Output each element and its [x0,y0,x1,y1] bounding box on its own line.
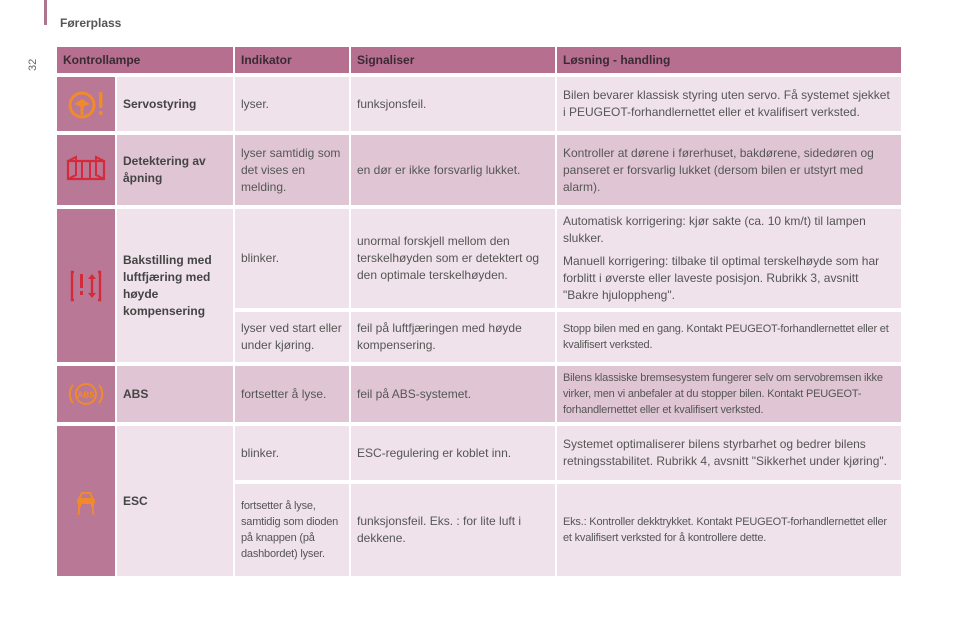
page-number-container [26,52,40,74]
warning-lamp-table [57,47,903,576]
solution-text: Bilen bevarer klassisk styring uten servo. Få systemet sjekket i PEUGEOT-forhandlernettet eller et kvalifisert verksted. [557,73,903,131]
esc-skid-icon [63,485,109,517]
indicator-text: lyser samtidig som det vises en melding. [235,131,351,205]
table-row [57,131,903,205]
indicator-text: fortsetter å lyse, samtidig som dioden på knappen (på dashbordet) lyser. [235,480,351,576]
table-row [57,362,903,422]
indicator-text: lyser ved start eller under kjøring. [235,308,351,362]
page-number: 32 [27,58,39,71]
abs-icon-text: ABS [77,390,95,400]
indicator-text: blinker. [235,422,351,480]
indicator-text: fortsetter å lyse. [235,362,351,422]
lamp-name: Servostyring [117,73,235,131]
icon-cell [57,73,117,131]
column-header-indicator: Indikator [235,47,351,73]
solution-text [557,205,903,308]
abs-icon [63,379,109,409]
table-row [57,422,903,480]
table-row [57,205,903,308]
signal-text: ESC-regulering er koblet inn. [351,422,557,480]
column-header-signal: Signaliser [351,47,557,73]
solution-text: Kontroller at dørene i førerhuset, bakdørene, sidedøren og panseret er forsvarlig lukket (dersom bilen er utstyrt med alarm). [557,131,903,205]
lamp-name: ESC [117,422,235,576]
signal-text: funksjonsfeil. [351,73,557,131]
solution-text: Eks.: Kontroller dekktrykket. Kontakt PEUGEOT-forhandlernettet eller et kvalifisert verksted for å kontrollere dette. [557,480,903,576]
power-steering-warning-icon [63,87,109,121]
lamp-name: ABS [117,362,235,422]
signal-text: en dør er ikke forsvarlig lukket. [351,131,557,205]
lamp-name: Bakstilling med luftfjæring med høyde kompensering [117,205,235,362]
solution-text: Systemet optimaliserer bilens styrbarhet og bedrer bilens retningsstabilitet. Rubrikk 4, avsnitt "Sikkerhet under kjøring". [557,422,903,480]
signal-text: feil på ABS-systemet. [351,362,557,422]
icon-cell [57,422,117,576]
solution-paragraph: Automatisk korrigering: kjør sakte (ca. 10 km/t) til lampen slukker. [563,214,866,245]
solution-text: Bilens klassiske bremsesystem fungerer selv om servobremsen ikke virker, men vi anbefaler at du stopper bilen. Kontakt PEUGEOT-forhandlernettet eller et kvalifisert verksted. [557,362,903,422]
icon-cell [57,131,117,205]
column-header-solution: Løsning - handling [557,47,903,73]
signal-text: unormal forskjell mellom den terskelhøyden som er detektert og den optimale terskelhøyden. [351,205,557,308]
table-row [57,73,903,131]
icon-cell [57,362,117,422]
solution-paragraph: Manuell korrigering: tilbake til optimal terskelhøyde som har forblitt i øverste eller laveste posisjon. Rubrikk 3, avsnitt "Bakre hjuloppheng". [563,254,880,302]
table-header-row [57,47,903,73]
section-title: Førerplass [60,16,122,30]
column-header-lamp: Kontrollampe [57,47,235,73]
signal-text: funksjonsfeil. Eks. : for lite luft i dekkene. [351,480,557,576]
icon-cell [57,205,117,362]
height-correction-icon [63,266,109,306]
solution-text: Stopp bilen med en gang. Kontakt PEUGEOT-forhandlernettet eller et kvalifisert verksted. [557,308,903,362]
door-open-icon [63,155,109,185]
signal-text: feil på luftfjæringen med høyde kompensering. [351,308,557,362]
indicator-text: lyser. [235,73,351,131]
indicator-text: blinker. [235,205,351,308]
lamp-name: Detektering av åpning [117,131,235,205]
page-accent-bar [44,0,47,25]
